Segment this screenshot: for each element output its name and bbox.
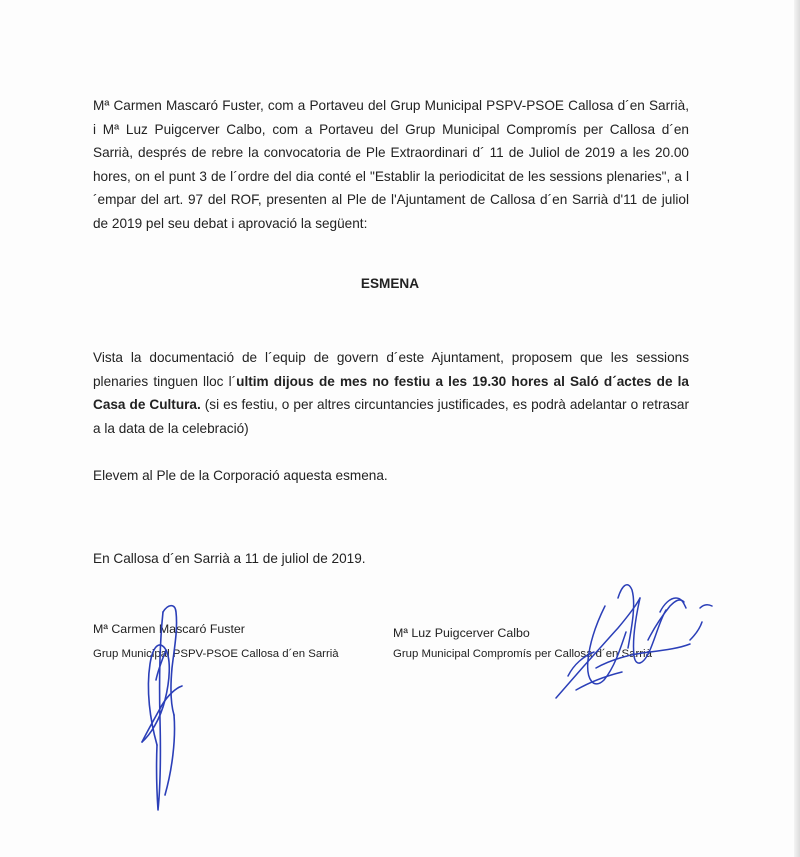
- signatory-1-name: Mª Carmen Mascaró Fuster: [93, 622, 245, 636]
- amendment-paragraph: [93, 346, 689, 440]
- intro-paragraph: Mª Carmen Mascaró Fuster, com a Portaveu del Grup Municipal PSPV-PSOE Callosa d´en Sarrià, i Mª Luz Puigcerver Calbo, com a Portaveu del Grup Municipal Compromís per Callosa d´en Sarrià, després de rebre la convocatoria de Ple Extraordinari d´ 11 de Juliol de 2019 a les 20.00 hores, on el punt 3 de l´ordre del dia conté el "Establir la periodicitat de les sessions plenaries", a l´empar del art. 97 del ROF, presenten al Ple de l'Ajuntament de Callosa d´en Sarrià d'11 de juliol de 2019 pel seu debat i aprovació la següent:: [93, 98, 689, 231]
- signature-2-drawing: [556, 585, 712, 698]
- document-heading: ESMENA: [360, 276, 420, 291]
- signatory-1-group: Grup Municipal PSPV-PSOE Callosa d´en Sarrià: [93, 648, 339, 660]
- signatory-2-name: Mª Luz Puigcerver Calbo: [393, 626, 530, 640]
- signatory-2-group: Grup Municipal Compromís per Callosa d´en Sarrià: [393, 648, 652, 660]
- amendment-text-part-1: Vista la documentació de l´equip de govern d´este Ajuntament, proposem que les sessions plenaries tinguen lloc l´: [93, 350, 689, 389]
- place-date-line: En Callosa d´en Sarrià a 11 de juliol de 2019.: [93, 551, 366, 566]
- amendment-text-bold: ultim dijous de mes no festiu a les 19.30 hores al Saló d´actes de la Casa de Cultura.: [93, 373, 689, 413]
- page-edge-shadow: [794, 0, 800, 857]
- closing-line: Elevem al Ple de la Corporació aquesta esmena.: [93, 468, 388, 483]
- amendment-text-part-3: (si es festiu, o per altres circuntancies justificades, es podrà adelantar o retrasar a la data de la celebració): [93, 397, 689, 436]
- signature-1-drawing: [142, 606, 182, 810]
